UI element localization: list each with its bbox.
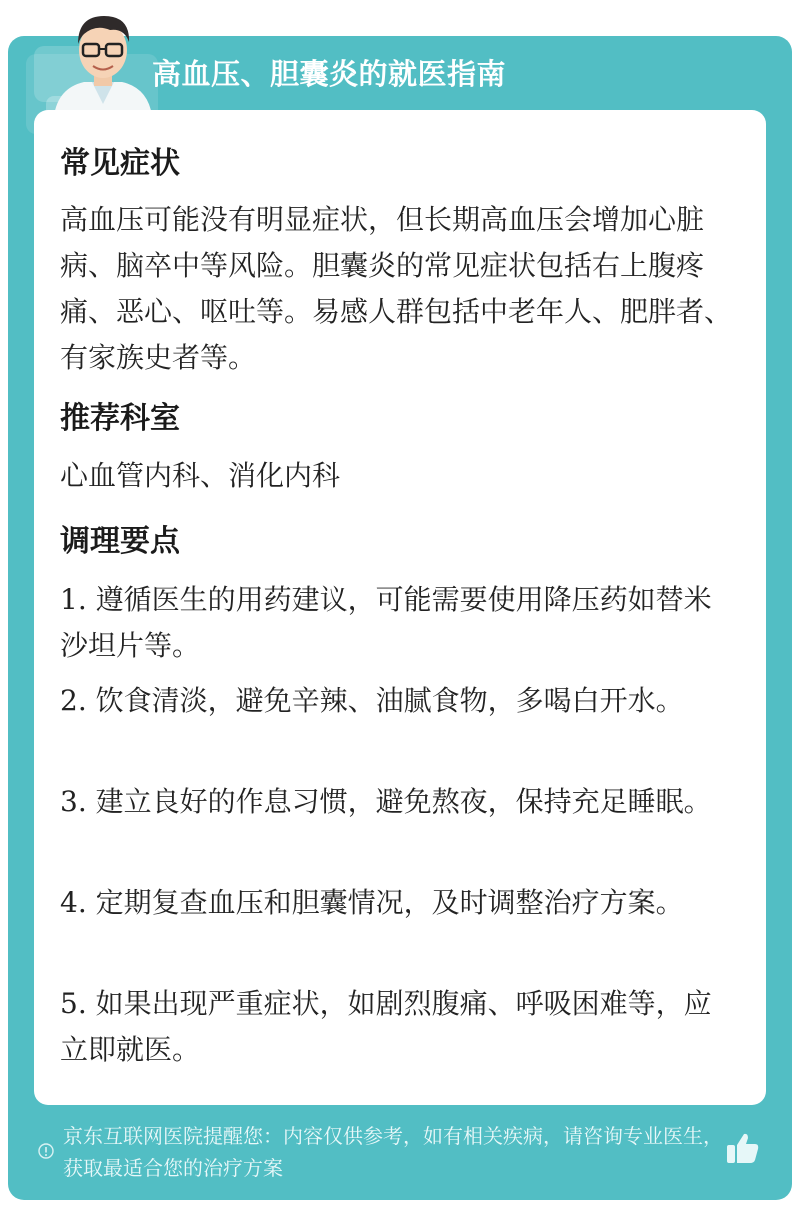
list-item — [60, 678, 736, 724]
content-card — [34, 110, 766, 1105]
disclaimer-text: 京东互联网医院提醒您：内容仅供参考，如有相关疾病，请咨询专业医生，获取最适合您的治疗方案 — [63, 1124, 723, 1180]
list-item-text: 定期复查血压和胆囊情况，及时调整治疗方案。 — [95, 886, 684, 919]
page-title: 高血压、胆囊炎的就医指南 — [152, 57, 507, 91]
care-heading: 调理要点 — [60, 524, 180, 559]
list-item-text: 如果出现严重症状，如剧烈腹痛、呼吸困难等，应立即就医。 — [60, 987, 712, 1066]
departments-heading: 推荐科室 — [60, 401, 180, 436]
list-item-text: 建立良好的作息习惯，避免熬夜，保持充足睡眠。 — [95, 785, 712, 818]
symptoms-heading: 常见症状 — [60, 146, 180, 181]
list-item-number: 4. — [60, 886, 87, 919]
list-item — [60, 577, 736, 669]
symptoms-text: 高血压可能没有明显症状，但长期高血压会增加心脏病、脑卒中等风险。胆囊炎的常见症状包括右上腹疼痛、恶心、呕吐等。易感人群包括中老年人、肥胖者、有家族史者等。 — [60, 203, 733, 374]
list-item-number: 5. — [60, 987, 87, 1020]
info-icon — [38, 1143, 54, 1159]
list-item-number: 1. — [60, 583, 87, 616]
list-item-text: 饮食清淡，避免辛辣、油腻食物，多喝白开水。 — [95, 684, 684, 717]
list-item-text: 遵循医生的用药建议，可能需要使用降压药如替米沙坦片等。 — [60, 583, 712, 662]
footer — [8, 1110, 792, 1200]
list-item — [60, 779, 736, 825]
list-item — [60, 981, 736, 1073]
list-item — [60, 880, 736, 926]
thumbs-up-icon[interactable] — [722, 1128, 762, 1168]
list-item-number: 3. — [60, 785, 87, 818]
list-item-number: 2. — [60, 684, 87, 717]
departments-text: 心血管内科、消化内科 — [60, 459, 341, 492]
doctor-avatar-icon — [44, 6, 162, 116]
